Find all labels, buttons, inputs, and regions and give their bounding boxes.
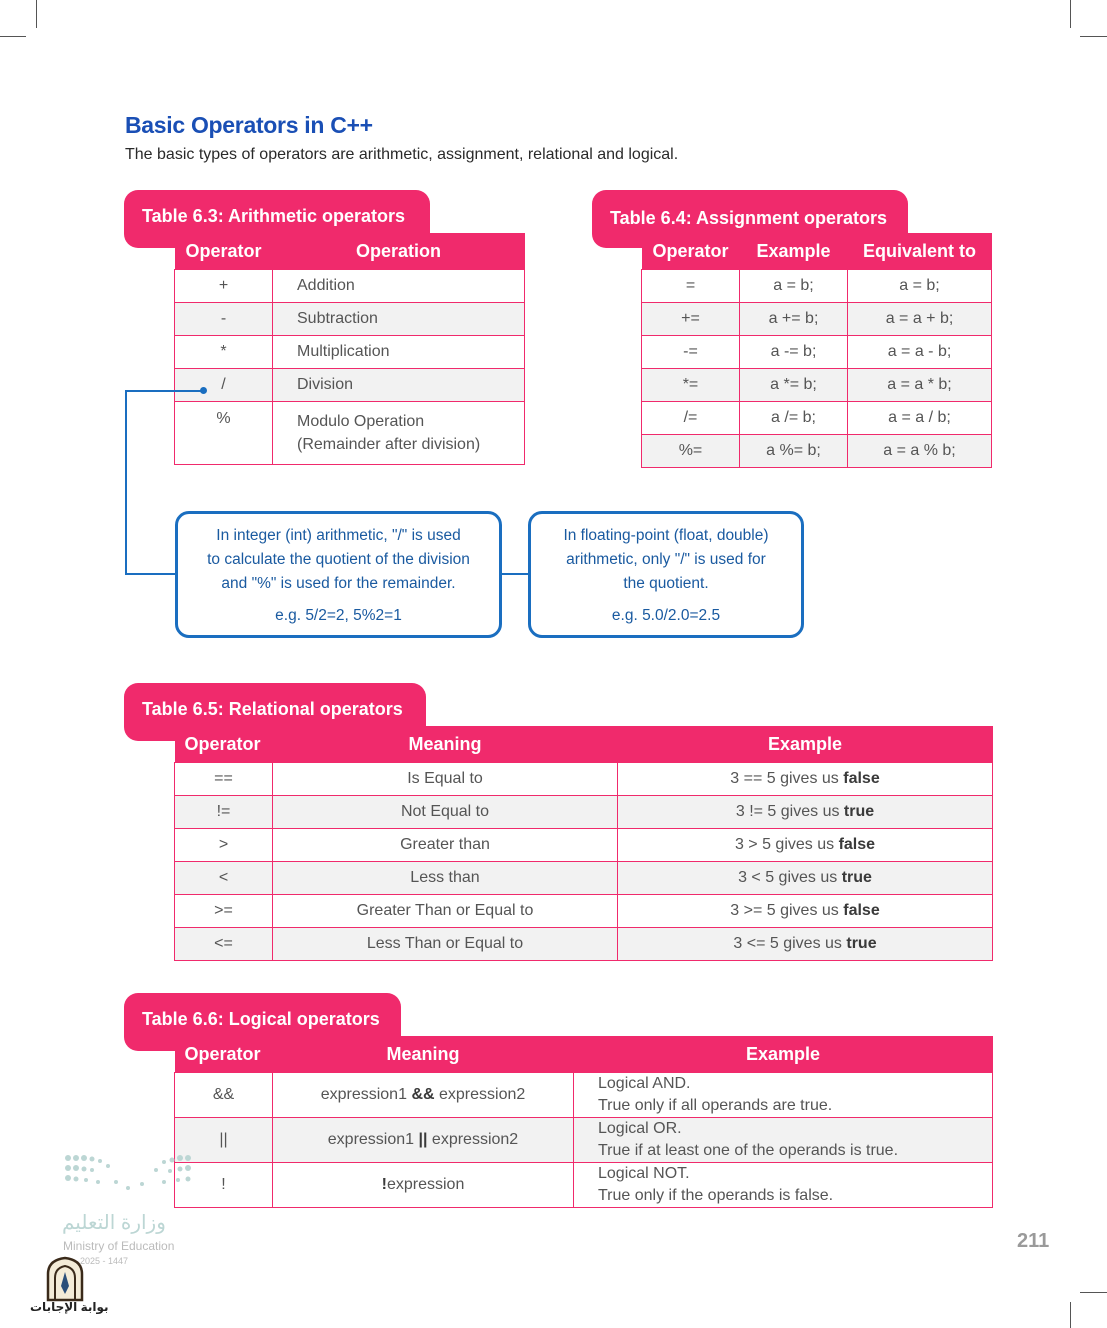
connector-line (500, 573, 530, 575)
table-row (175, 402, 525, 465)
operator-cell: && (175, 1073, 273, 1118)
integer-division-note (175, 511, 502, 638)
table-row (175, 928, 993, 961)
example-cell (618, 862, 993, 895)
operation-cell: Modulo Operation (297, 413, 425, 430)
meaning-operator: ! (381, 1176, 387, 1193)
col-header: Example (574, 1036, 993, 1073)
note-line: to calculate the quotient of the division (207, 551, 470, 568)
meaning-text: expression1 (320, 1086, 407, 1103)
col-header: Operator (175, 233, 273, 270)
example-cell: a *= b; (740, 369, 848, 402)
answers-gate-logo-icon (44, 1256, 86, 1302)
arithmetic-table (174, 233, 525, 465)
note-line: the quotient. (623, 575, 709, 592)
example-desc: True if at least one of the operands is true. (598, 1142, 899, 1159)
example-cell (574, 1073, 993, 1118)
table-row (175, 1073, 993, 1118)
operation-note: (Remainder after division) (297, 436, 481, 453)
example-text: 3 < 5 gives us (738, 869, 838, 886)
operator-cell: ! (175, 1163, 273, 1208)
col-header: Meaning (273, 1036, 574, 1073)
float-division-note (528, 511, 804, 638)
example-result: false (843, 902, 880, 919)
logical-table (174, 1036, 993, 1208)
meaning-cell: Greater than (273, 829, 618, 862)
table-row (175, 336, 525, 369)
ministry-name-arabic: وزارة التعليم (62, 1212, 166, 1234)
note-line: In floating-point (float, double) (563, 527, 769, 544)
operator-cell: * (175, 336, 273, 369)
meaning-text: expression2 (439, 1086, 526, 1103)
table-row (175, 1118, 993, 1163)
meaning-cell (273, 1118, 574, 1163)
note-example: e.g. 5/2=2, 5%2=1 (275, 607, 402, 624)
operator-cell: %= (642, 435, 740, 468)
equivalent-cell: a = a - b; (848, 336, 992, 369)
arithmetic-table-caption: Table 6.3: Arithmetic operators (124, 190, 430, 248)
meaning-text: expression2 (431, 1131, 519, 1148)
col-header: Operator (175, 726, 273, 763)
example-title: Logical OR. (598, 1120, 682, 1137)
connector-line (125, 391, 127, 574)
crop-mark (1080, 36, 1107, 37)
operator-cell: || (175, 1118, 273, 1163)
crop-mark (36, 0, 37, 28)
col-header: Example (618, 726, 993, 763)
intro-text: The basic types of operators are arithmetic, assignment, relational and logical. (125, 146, 679, 163)
operation-cell: Division (273, 369, 525, 402)
page-number: 211 (1017, 1230, 1050, 1252)
operator-cell: >= (175, 895, 273, 928)
example-desc: True only if all operands are true. (598, 1097, 833, 1114)
table-row (175, 369, 525, 402)
operator-cell: < (175, 862, 273, 895)
example-cell: a -= b; (740, 336, 848, 369)
relational-table (174, 726, 993, 961)
relational-table-caption: Table 6.5: Relational operators (124, 683, 426, 741)
equivalent-cell: a = a * b; (848, 369, 992, 402)
table-row (175, 862, 993, 895)
example-cell: a /= b; (740, 402, 848, 435)
connector-line (125, 390, 203, 392)
table-row (642, 402, 992, 435)
example-result: true (843, 803, 875, 820)
col-header: Meaning (273, 726, 618, 763)
note-line: arithmetic, only "/" is used for (566, 551, 766, 568)
crop-mark (1070, 1302, 1071, 1328)
operator-cell: % (175, 402, 273, 465)
operator-cell: / (175, 369, 273, 402)
operator-cell: = (642, 270, 740, 303)
equivalent-cell: a = b; (848, 270, 992, 303)
equivalent-cell: a = a % b; (848, 435, 992, 468)
table-row (642, 270, 992, 303)
example-cell: a += b; (740, 303, 848, 336)
example-cell (618, 796, 993, 829)
table-row (642, 303, 992, 336)
operator-cell: == (175, 763, 273, 796)
table-row (642, 435, 992, 468)
crop-mark (1080, 1292, 1107, 1293)
example-cell (574, 1163, 993, 1208)
operation-cell: Multiplication (273, 336, 525, 369)
example-cell (574, 1118, 993, 1163)
ministry-name-english: Ministry of Education (63, 1239, 175, 1253)
operation-cell: Subtraction (273, 303, 525, 336)
connector-line (125, 573, 177, 575)
col-header: Example (740, 233, 848, 270)
table-row (175, 303, 525, 336)
answers-gate-label: بوابة الإجابات (30, 1300, 109, 1314)
table-row (175, 829, 993, 862)
operator-cell: != (175, 796, 273, 829)
meaning-text: expression (386, 1176, 465, 1193)
operator-cell: -= (642, 336, 740, 369)
table-row (175, 763, 993, 796)
assignment-table-caption: Table 6.4: Assignment operators (592, 190, 908, 248)
example-text: 3 == 5 gives us (730, 770, 839, 787)
equivalent-cell: a = a + b; (848, 303, 992, 336)
ministry-logo-dots (62, 1152, 202, 1202)
example-text: 3 != 5 gives us (735, 803, 840, 820)
meaning-operator: || (418, 1131, 428, 1148)
example-desc: True only if the operands is false. (598, 1187, 834, 1204)
col-header: Operator (642, 233, 740, 270)
example-cell (618, 829, 993, 862)
operator-cell: > (175, 829, 273, 862)
logical-table-caption: Table 6.6: Logical operators (124, 993, 401, 1051)
example-text: 3 > 5 gives us (734, 836, 835, 853)
equivalent-cell: a = a / b; (848, 402, 992, 435)
example-text: 3 <= 5 gives us (733, 935, 842, 952)
operation-cell: Addition (273, 270, 525, 303)
crop-mark (0, 36, 26, 37)
table-row (175, 895, 993, 928)
operator-cell: - (175, 303, 273, 336)
example-title: Logical NOT. (598, 1165, 690, 1182)
example-result: false (843, 770, 880, 787)
meaning-cell: Not Equal to (273, 796, 618, 829)
example-title: Logical AND. (598, 1075, 691, 1092)
example-result: true (841, 869, 872, 886)
meaning-cell: Is Equal to (273, 763, 618, 796)
col-header: Operator (175, 1036, 273, 1073)
example-cell (618, 928, 993, 961)
example-result: false (838, 836, 876, 853)
col-header: Equivalent to (848, 233, 992, 270)
ministry-year: 2025 - 1447 (80, 1256, 129, 1266)
note-line: and "%" is used for the remainder. (221, 575, 456, 592)
meaning-operator: && (411, 1086, 435, 1103)
operator-cell: *= (642, 369, 740, 402)
table-row (175, 1163, 993, 1208)
example-cell: a = b; (740, 270, 848, 303)
example-text: 3 >= 5 gives us (730, 902, 839, 919)
meaning-text: expression1 (327, 1131, 415, 1148)
table-row (642, 369, 992, 402)
connector-dot (200, 387, 207, 394)
meaning-cell: Less than (273, 862, 618, 895)
table-row (175, 270, 525, 303)
table-row (642, 336, 992, 369)
page-title: Basic Operators in C++ (125, 112, 373, 138)
note-line: In integer (int) arithmetic, "/" is used (216, 527, 461, 544)
operator-cell: + (175, 270, 273, 303)
table-row (175, 796, 993, 829)
col-header: Operation (273, 233, 525, 270)
example-result: true (846, 935, 877, 952)
operator-cell: <= (175, 928, 273, 961)
meaning-cell (273, 1073, 574, 1118)
example-cell (618, 763, 993, 796)
operator-cell: /= (642, 402, 740, 435)
meaning-cell (273, 1163, 574, 1208)
assignment-table (641, 233, 992, 468)
example-cell (618, 895, 993, 928)
example-cell: a %= b; (740, 435, 848, 468)
crop-mark (1070, 0, 1071, 28)
operator-cell: += (642, 303, 740, 336)
meaning-cell: Less Than or Equal to (273, 928, 618, 961)
meaning-cell: Greater Than or Equal to (273, 895, 618, 928)
note-example: e.g. 5.0/2.0=2.5 (611, 607, 721, 624)
